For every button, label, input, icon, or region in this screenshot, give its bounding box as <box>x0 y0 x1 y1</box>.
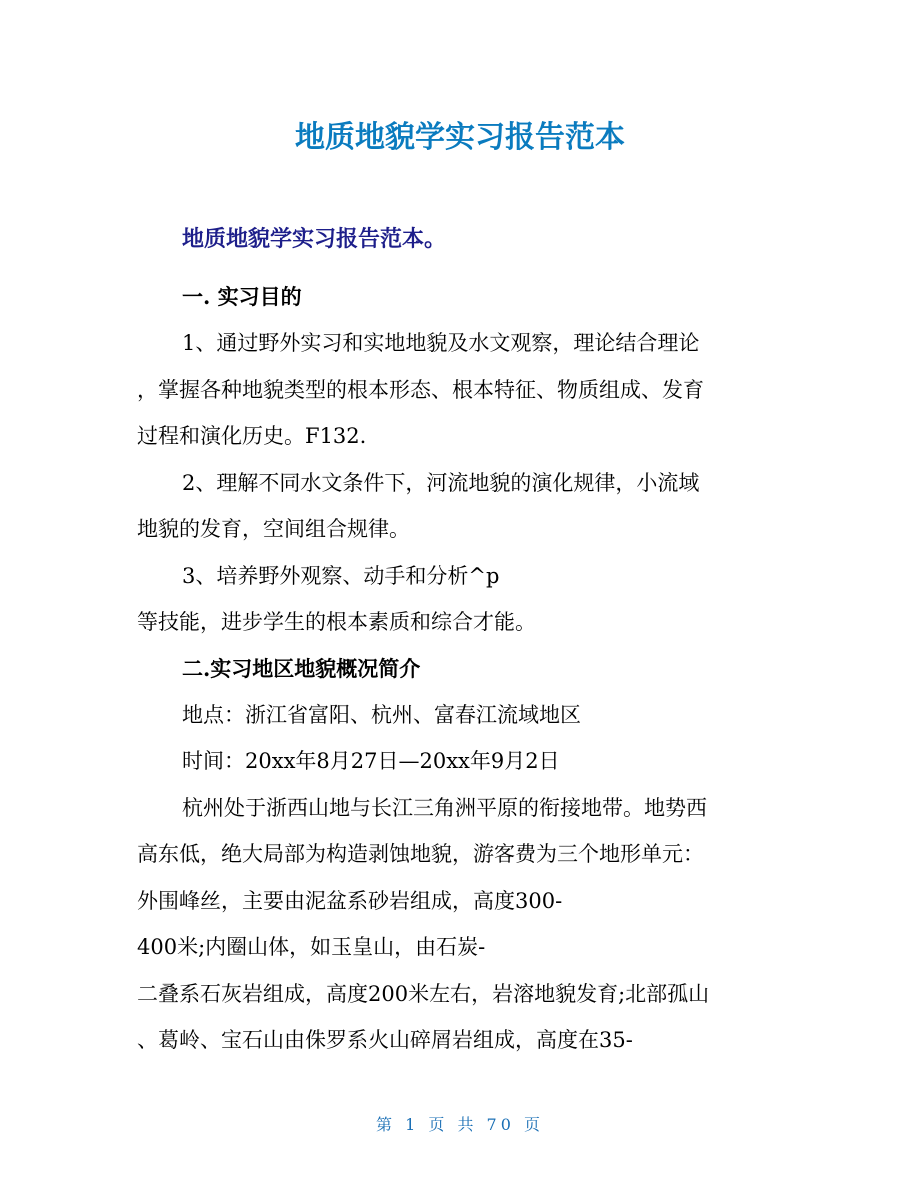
paragraph-line: 高东低，绝大局部为构造剥蚀地貌，游客费为三个地形单元： <box>137 842 704 866</box>
paragraph-line: 等技能，进步学生的根本素质和综合才能。 <box>137 610 536 634</box>
paragraph-line: 二叠系石灰岩组成，高度200米左右，岩溶地貌发育;北部孤山 <box>137 982 710 1006</box>
page-footer: 第 1 页 共 70 页 <box>376 1115 544 1134</box>
section-heading-2: 二.实习地区地貌概况简介 <box>182 656 421 681</box>
paragraph-line: 地貌的发育，空间组合规律。 <box>137 517 410 541</box>
paragraph-line: 400米;内圈山体，如玉皇山，由石炭- <box>137 935 486 959</box>
paragraph-line: 时间：20xx年8月27日—20xx年9月2日 <box>182 749 560 773</box>
paragraph-line: 1、通过野外实习和实地地貌及水文观察，理论结合理论 <box>182 331 700 355</box>
paragraph-line: 3、培养野外观察、动手和分析^p <box>182 564 500 588</box>
paragraph-line: ，掌握各种地貌类型的根本形态、根本特征、物质组成、发育 <box>137 378 704 402</box>
paragraph-line: 、葛岭、宝石山由侏罗系火山碎屑岩组成，高度在35- <box>137 1028 633 1052</box>
document-subtitle: 地质地貌学实习报告范本。 <box>182 227 447 252</box>
paragraph-line: 外围峰丝，主要由泥盆系砂岩组成，高度300- <box>137 889 563 913</box>
paragraph-line: 杭州处于浙西山地与长江三角洲平原的衔接地带。地势西 <box>182 796 707 820</box>
document-title: 地质地貌学实习报告范本 <box>295 120 625 155</box>
section-heading-1: 一. 实习目的 <box>182 284 302 309</box>
paragraph-line: 过程和演化历史。F132. <box>137 424 367 448</box>
paragraph-line: 地点：浙江省富阳、杭州、富春江流域地区 <box>182 703 581 727</box>
paragraph-line: 2、理解不同水文条件下，河流地貌的演化规律，小流域 <box>182 471 700 495</box>
